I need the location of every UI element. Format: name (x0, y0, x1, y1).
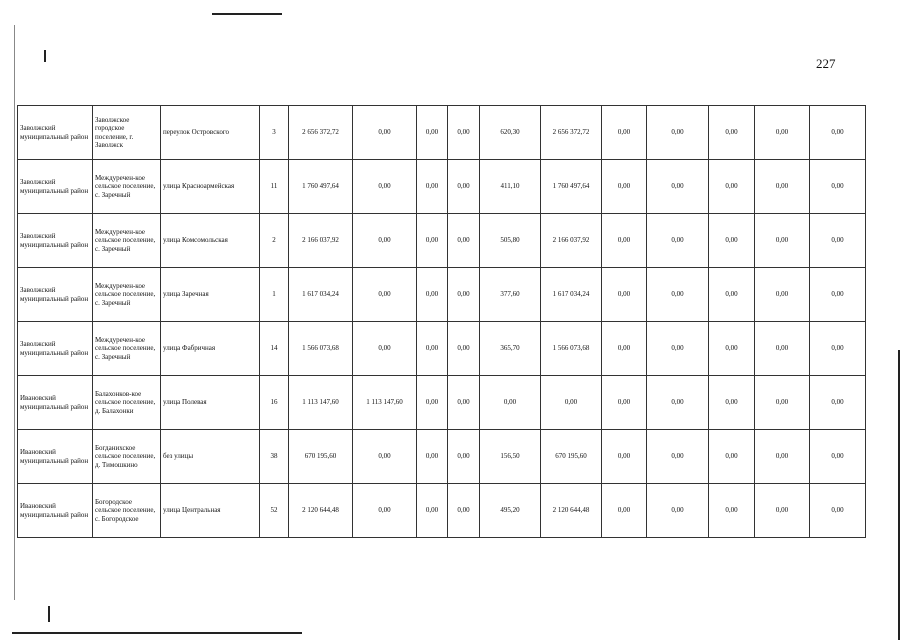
cell-c5: 505,80 (480, 214, 541, 268)
table-row (18, 430, 866, 484)
cell-settlement: Балахонков-кое сельское поселение, д. Балахонки (93, 376, 161, 430)
cell-c9: 0,00 (709, 430, 755, 484)
table-row (18, 376, 866, 430)
cell-house: 3 (260, 106, 289, 160)
cell-c4: 0,00 (448, 484, 480, 538)
cell-c7: 0,00 (602, 322, 647, 376)
cell-c8: 0,00 (647, 430, 709, 484)
cell-c3: 0,00 (417, 484, 448, 538)
cell-c2: 0,00 (353, 214, 417, 268)
cell-c6: 2 656 372,72 (541, 106, 602, 160)
cell-c6: 1 760 497,64 (541, 160, 602, 214)
cell-c5: 495,20 (480, 484, 541, 538)
cell-c4: 0,00 (448, 430, 480, 484)
cell-c11: 0,00 (810, 430, 866, 484)
cell-house: 2 (260, 214, 289, 268)
cell-c6: 0,00 (541, 376, 602, 430)
cell-c1: 2 166 037,92 (289, 214, 353, 268)
cell-settlement: Междуречен-кое сельское поселение, с. Заречный (93, 214, 161, 268)
cell-settlement: Богданихское сельское поселение, д. Тимошкино (93, 430, 161, 484)
table-row (18, 484, 866, 538)
cell-c2: 0,00 (353, 484, 417, 538)
cell-c9: 0,00 (709, 268, 755, 322)
cell-c1: 1 113 147,60 (289, 376, 353, 430)
cell-district: Ивановский муниципальный район (18, 484, 93, 538)
cell-street: улица Комсомольская (161, 214, 260, 268)
cell-c10: 0,00 (755, 160, 810, 214)
cell-c11: 0,00 (810, 214, 866, 268)
scan-mark-top (212, 13, 282, 15)
cell-c8: 0,00 (647, 322, 709, 376)
cell-street: переулок Островского (161, 106, 260, 160)
cell-c3: 0,00 (417, 376, 448, 430)
cell-settlement: Заволжское городское поселение, г. Заволжск (93, 106, 161, 160)
table-row (18, 322, 866, 376)
cell-c10: 0,00 (755, 430, 810, 484)
cell-c6: 2 120 644,48 (541, 484, 602, 538)
cell-settlement: Междуречен-кое сельское поселение, с. Заречный (93, 268, 161, 322)
cell-c4: 0,00 (448, 214, 480, 268)
cell-c8: 0,00 (647, 160, 709, 214)
cell-street: улица Красноармейская (161, 160, 260, 214)
cell-c10: 0,00 (755, 376, 810, 430)
cell-c3: 0,00 (417, 160, 448, 214)
cell-c1: 2 656 372,72 (289, 106, 353, 160)
cell-c3: 0,00 (417, 214, 448, 268)
page-number: 227 (816, 56, 836, 71)
cell-settlement: Богородское сельское поселение, с. Богородское (93, 484, 161, 538)
cell-c7: 0,00 (602, 214, 647, 268)
table-row (18, 214, 866, 268)
cell-c3: 0,00 (417, 430, 448, 484)
cell-c6: 2 166 037,92 (541, 214, 602, 268)
cell-c1: 670 195,60 (289, 430, 353, 484)
cell-c8: 0,00 (647, 268, 709, 322)
cell-c5: 365,70 (480, 322, 541, 376)
cell-c3: 0,00 (417, 268, 448, 322)
cell-c2: 0,00 (353, 430, 417, 484)
scan-mark-bottom-tick (48, 606, 50, 622)
cell-c9: 0,00 (709, 376, 755, 430)
cell-c5: 0,00 (480, 376, 541, 430)
cell-district: Ивановский муниципальный район (18, 376, 93, 430)
data-table (17, 105, 866, 538)
cell-district: Заволжский муниципальный район (18, 214, 93, 268)
cell-district: Заволжский муниципальный район (18, 322, 93, 376)
cell-c11: 0,00 (810, 376, 866, 430)
cell-c2: 0,00 (353, 322, 417, 376)
cell-c5: 377,60 (480, 268, 541, 322)
cell-street: улица Центральная (161, 484, 260, 538)
cell-c1: 1 617 034,24 (289, 268, 353, 322)
cell-district: Заволжский муниципальный район (18, 106, 93, 160)
cell-c4: 0,00 (448, 376, 480, 430)
cell-c8: 0,00 (647, 106, 709, 160)
cell-district: Заволжский муниципальный район (18, 160, 93, 214)
cell-settlement: Междуречен-кое сельское поселение, с. Заречный (93, 322, 161, 376)
scan-mark-left-edge (14, 25, 15, 600)
cell-c4: 0,00 (448, 268, 480, 322)
cell-c11: 0,00 (810, 268, 866, 322)
table-row (18, 160, 866, 214)
cell-c11: 0,00 (810, 160, 866, 214)
cell-c3: 0,00 (417, 106, 448, 160)
cell-c7: 0,00 (602, 106, 647, 160)
cell-c4: 0,00 (448, 106, 480, 160)
cell-house: 11 (260, 160, 289, 214)
table-row (18, 268, 866, 322)
cell-c4: 0,00 (448, 160, 480, 214)
scan-mark-left-tick (44, 50, 46, 62)
cell-c5: 411,10 (480, 160, 541, 214)
cell-c11: 0,00 (810, 106, 866, 160)
cell-c8: 0,00 (647, 214, 709, 268)
cell-c6: 670 195,60 (541, 430, 602, 484)
cell-c9: 0,00 (709, 106, 755, 160)
cell-c7: 0,00 (602, 376, 647, 430)
cell-c1: 2 120 644,48 (289, 484, 353, 538)
cell-c4: 0,00 (448, 322, 480, 376)
cell-c7: 0,00 (602, 268, 647, 322)
cell-c2: 0,00 (353, 106, 417, 160)
cell-c1: 1 760 497,64 (289, 160, 353, 214)
cell-house: 14 (260, 322, 289, 376)
cell-c10: 0,00 (755, 268, 810, 322)
cell-c9: 0,00 (709, 214, 755, 268)
cell-c5: 620,30 (480, 106, 541, 160)
cell-street: улица Полевая (161, 376, 260, 430)
cell-c7: 0,00 (602, 430, 647, 484)
cell-c10: 0,00 (755, 322, 810, 376)
cell-settlement: Междуречен-кое сельское поселение, с. Заречный (93, 160, 161, 214)
cell-district: Заволжский муниципальный район (18, 268, 93, 322)
cell-c1: 1 566 073,68 (289, 322, 353, 376)
cell-c2: 0,00 (353, 268, 417, 322)
cell-c8: 0,00 (647, 376, 709, 430)
cell-c9: 0,00 (709, 160, 755, 214)
cell-house: 52 (260, 484, 289, 538)
cell-street: улица Фабричная (161, 322, 260, 376)
cell-c11: 0,00 (810, 322, 866, 376)
cell-c7: 0,00 (602, 484, 647, 538)
cell-c10: 0,00 (755, 484, 810, 538)
cell-c11: 0,00 (810, 484, 866, 538)
cell-house: 38 (260, 430, 289, 484)
cell-c2: 0,00 (353, 160, 417, 214)
cell-c3: 0,00 (417, 322, 448, 376)
scan-mark-bottom (12, 632, 302, 634)
cell-c8: 0,00 (647, 484, 709, 538)
cell-c9: 0,00 (709, 484, 755, 538)
cell-c10: 0,00 (755, 214, 810, 268)
cell-c10: 0,00 (755, 106, 810, 160)
cell-c6: 1 617 034,24 (541, 268, 602, 322)
cell-c6: 1 566 073,68 (541, 322, 602, 376)
cell-street: без улицы (161, 430, 260, 484)
cell-street: улица Заречная (161, 268, 260, 322)
cell-c2: 1 113 147,60 (353, 376, 417, 430)
cell-house: 1 (260, 268, 289, 322)
table-row (18, 106, 866, 160)
cell-district: Ивановский муниципальный район (18, 430, 93, 484)
scan-mark-right-edge (898, 350, 900, 640)
cell-c7: 0,00 (602, 160, 647, 214)
cell-house: 16 (260, 376, 289, 430)
cell-c5: 156,50 (480, 430, 541, 484)
cell-c9: 0,00 (709, 322, 755, 376)
